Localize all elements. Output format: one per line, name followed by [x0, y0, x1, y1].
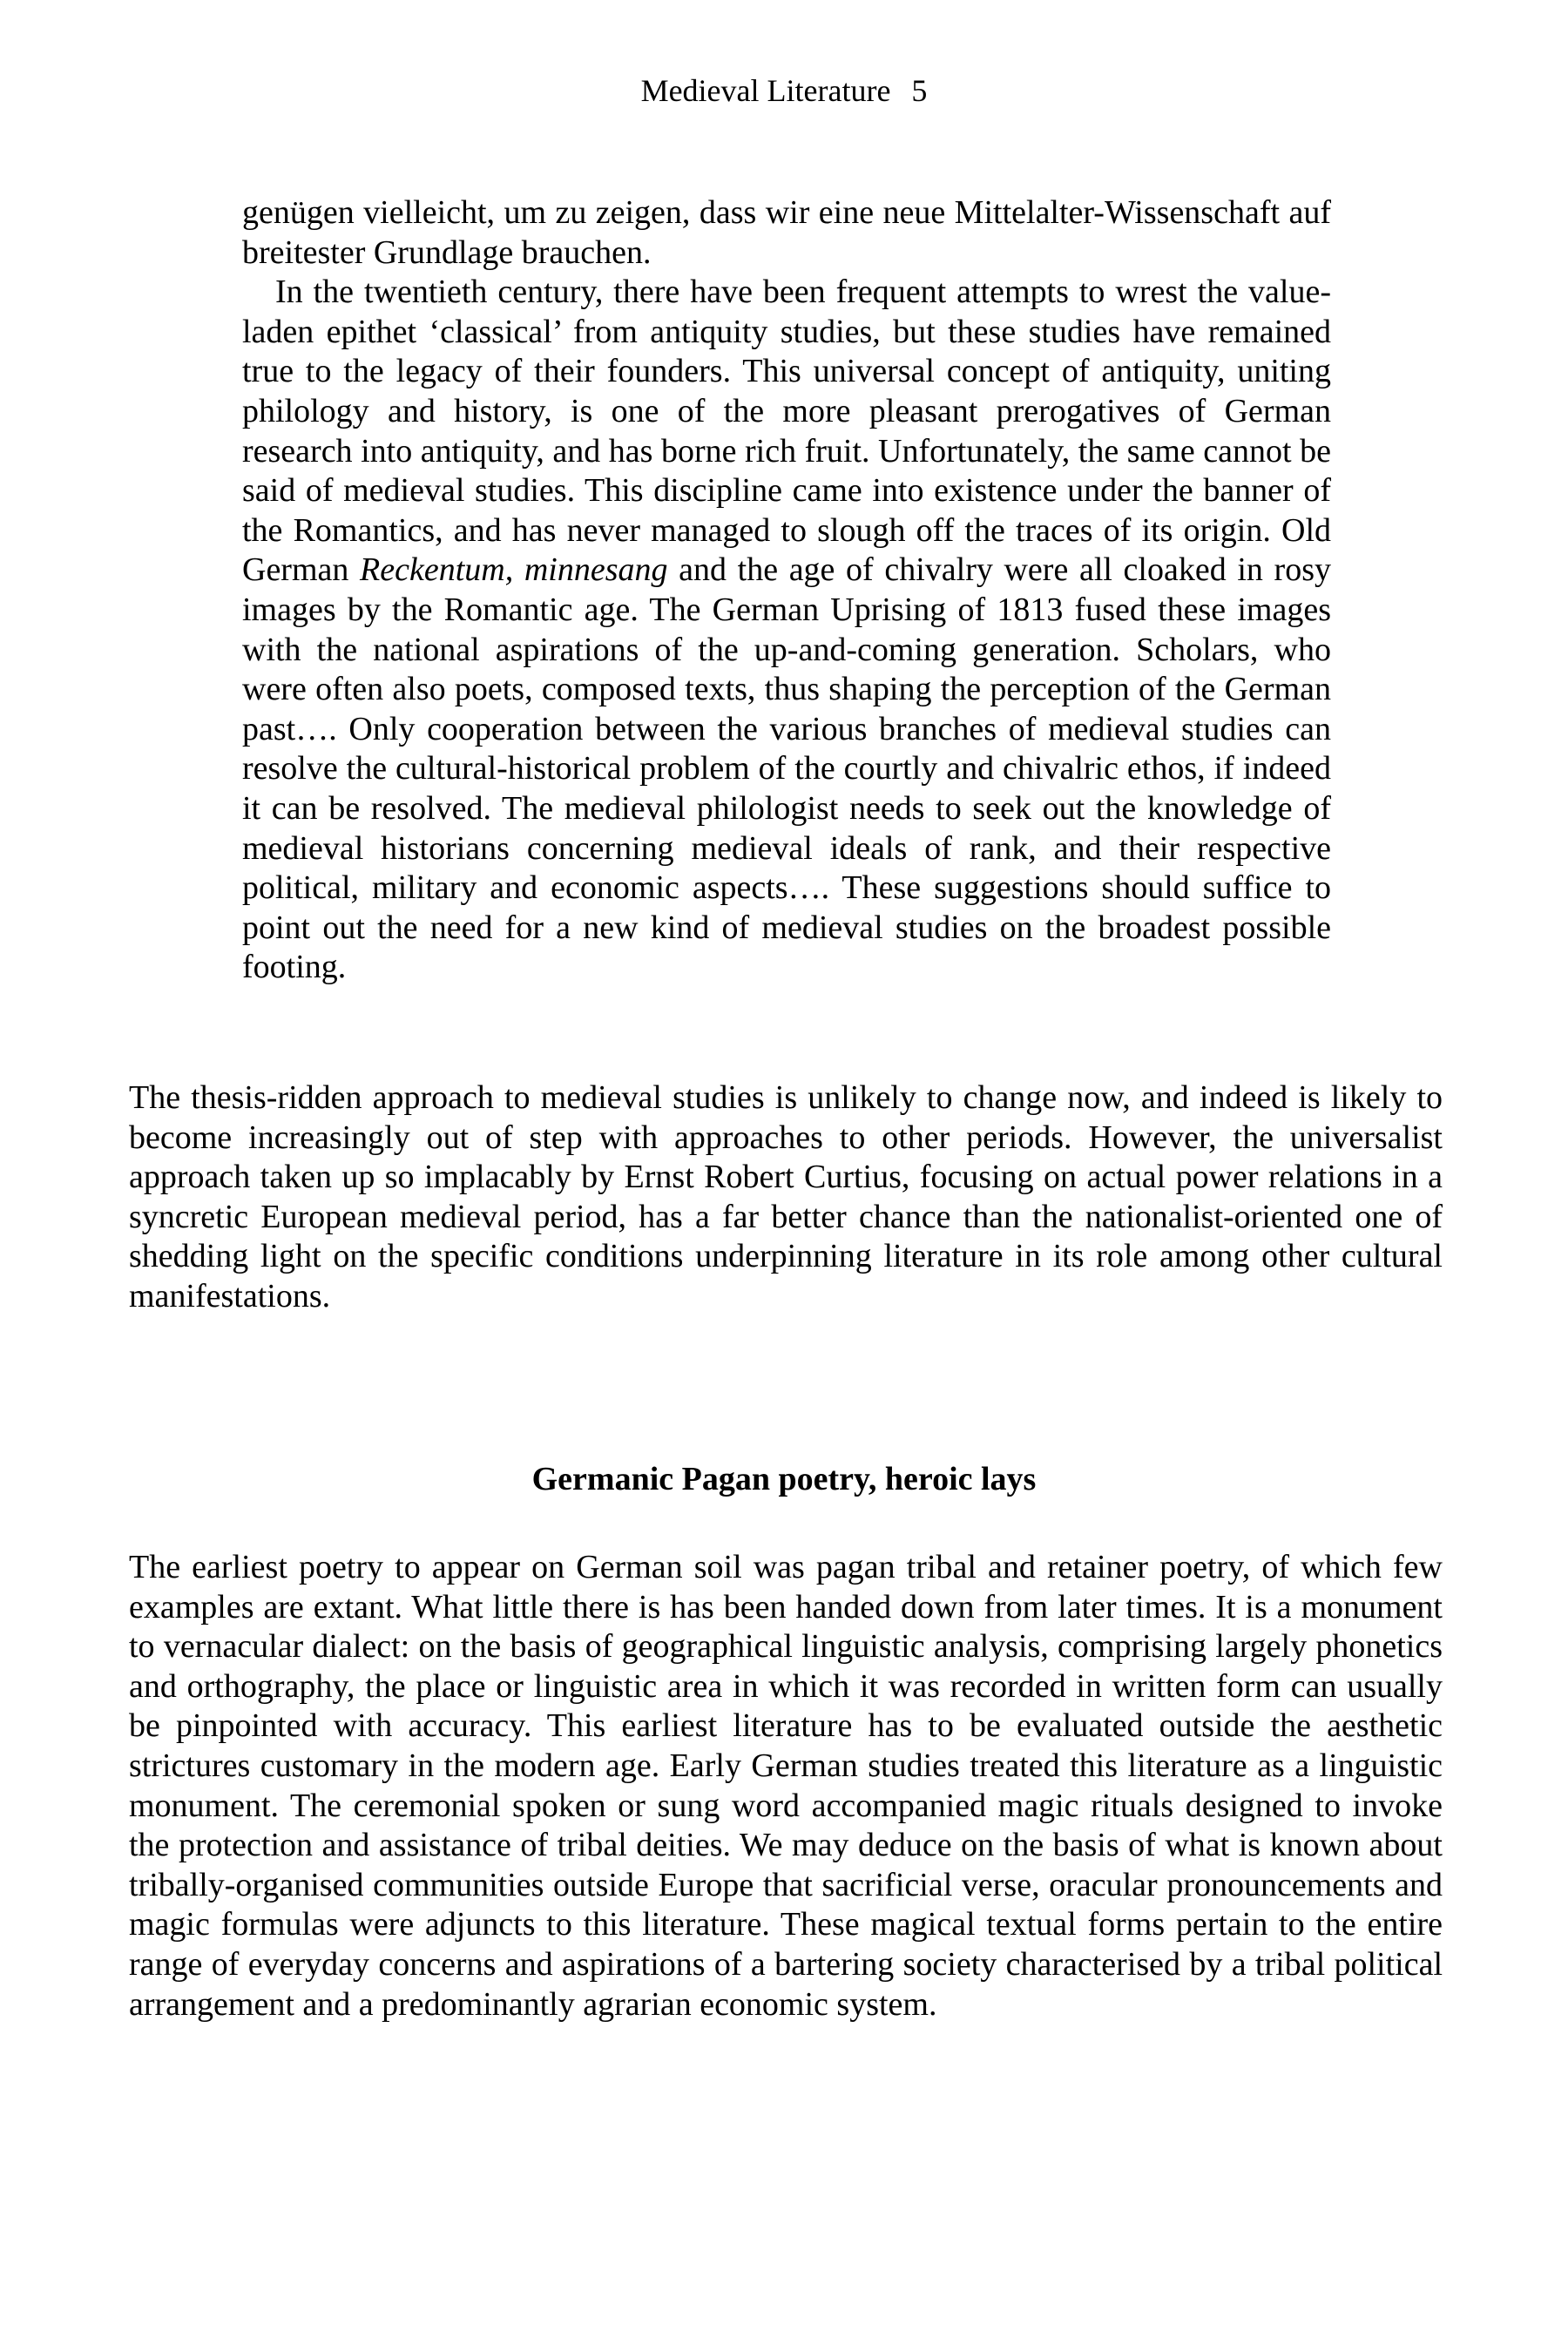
paragraph-text: The thesis-ridden approach to medieval studies is unlikely to change now, and indeed is likely to become increasingly out of step with approaches to other periods. However, the universalist approach taken up so implacably by Ernst Robert Curtius, focusing on actual power relations in a syncretic European medieval period, has a far better chance than the nationalist-oriented one of shedding light on the specific conditions underpinning literature in its role among other cultural manifestations.	[129, 1079, 1443, 1315]
quote-german-tail: genügen vielleicht, um zu zeigen, dass wir eine neue Mittelalter-Wissenschaft auf breitester Grundlage brauchen.	[242, 194, 1331, 271]
page-number: 5	[911, 73, 928, 108]
section-heading: Germanic Pagan poetry, heroic lays	[531, 1461, 1037, 1497]
quote-text-before-italic: In the twentieth century, there have been frequent attempts to wrest the value-laden epithet ‘classical’ from antiquity studies, but these studies have remained true to the legacy of their founders. This universal concept of antiquity, uniting philology and history, is one of the more pleasant prerogatives of German research into antiquity, and has borne rich fruit. Unfortunately, the same cannot be said of medieval studies. This discipline came into existence under the banner of the Romantics, and has never managed to slough off the traces of its origin. Old German	[242, 274, 1331, 589]
quote-italic-terms: Reckentum, minnesang	[360, 551, 668, 589]
paragraph-text: The earliest poetry to appear on German soil was pagan tribal and retainer poetry, of which few examples are extant. What little there is has been handed down from later times. It is a monument to vernacular dialect: on the basis of geographical linguistic analysis, comprising largely phonetics and orthography, the place or linguistic area in which it was recorded in written form can usually be pinpointed with accuracy. This earliest literature has to be evaluated outside the aesthetic strictures customary in the modern age. Early German studies treated this literature as a linguistic monument. The ceremonial spoken or sung word accompanied magic rituals designed to invoke the protection and assistance of tribal deities. We may deduce on the basis of what is known about tribally-organised communities outside Europe that sacrificial verse, oracular pronouncements and magic formulas were adjuncts to this literature. These magical textual forms pertain to the entire range of everyday concerns and aspirations of a bartering society characterised by a tribal political arrangement and a predominantly agrarian economic system.	[129, 1549, 1443, 2023]
running-title: Medieval Literature	[640, 73, 891, 108]
body-paragraph-2	[129, 1548, 1443, 2024]
quote-text-after-italic: and the age of chivalry were all cloaked in rosy images by the Romantic age. The German Uprising of 1813 fused these images with the national aspirations of the up-and-coming generation. Scholars, who were often also poets, composed texts, thus shaping the perception of the German past…. Only cooperation between the various branches of medieval studies can resolve the cultural-historical problem of the courtly and chivalric ethos, if indeed it can be resolved. The medieval philologist needs to seek out the knowledge of medieval historians concerning medieval ideals of rank, and their respective political, military and economic aspects…. These suggestions should suffice to point out the need for a new kind of medieval studies on the broadest possible footing.	[242, 551, 1331, 986]
body-paragraph-1	[129, 1078, 1443, 1317]
block-quote	[242, 193, 1331, 988]
quote-english-translation	[242, 273, 1331, 988]
running-header	[0, 71, 1568, 110]
